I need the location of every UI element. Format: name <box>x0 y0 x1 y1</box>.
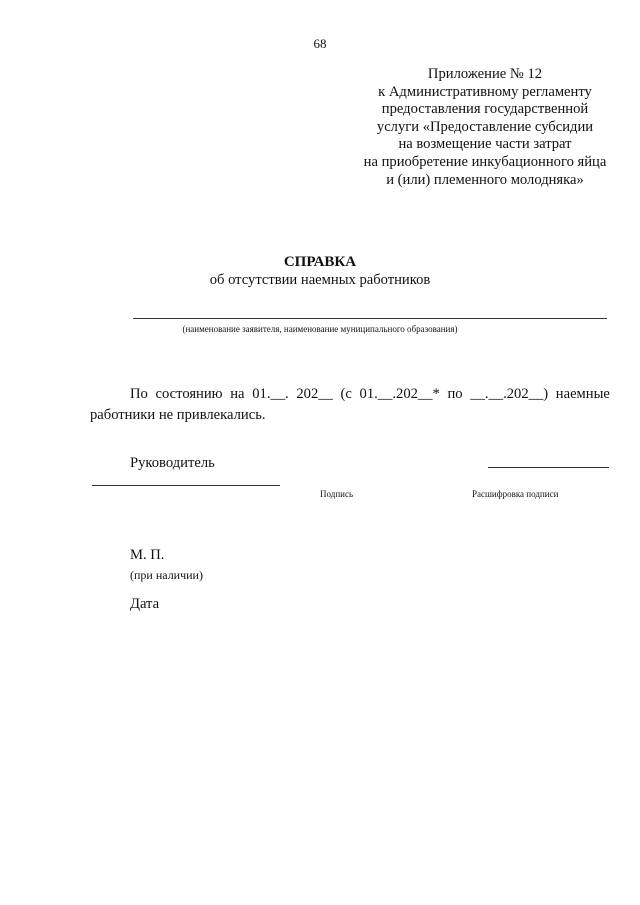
document-subtitle: об отсутствии наемных работников <box>209 272 431 288</box>
statement-paragraph <box>90 384 610 426</box>
stamp-note: (при наличии) <box>130 568 203 582</box>
statement-word: __.__.202__) <box>470 386 549 402</box>
statement-line-1 <box>90 384 610 405</box>
statement-line-2: работники не привлекались. <box>90 407 266 423</box>
appendix-line: и (или) племенного молодняка» <box>386 171 584 188</box>
appendix-header <box>350 66 620 189</box>
appendix-line: предоставления государственной <box>381 101 589 118</box>
statement-word: 01.__.202__* <box>359 386 440 402</box>
position-line <box>92 485 280 486</box>
signature-decode-line <box>488 467 609 468</box>
statement-word: По <box>130 386 148 402</box>
stamp-label: М. П. <box>130 547 165 563</box>
statement-word: на <box>230 386 245 402</box>
statement-word: (с <box>340 386 352 402</box>
head-label: Руководитель <box>130 455 215 471</box>
statement-word: состоянию <box>155 386 223 402</box>
page-number: 68 <box>313 36 327 51</box>
statement-word: 01.__. <box>252 386 289 402</box>
date-label: Дата <box>130 596 160 612</box>
applicant-fill-line <box>133 318 607 319</box>
statement-word: 202__ <box>296 386 333 402</box>
statement-word: наемные <box>555 386 610 402</box>
appendix-line: Приложение № 12 <box>427 66 543 82</box>
appendix-line: услуги «Предоставление субсидии <box>376 118 594 135</box>
signature-caption: Подпись <box>320 489 354 499</box>
document-title: СПРАВКА <box>283 254 357 270</box>
statement-word: по <box>447 386 463 402</box>
signature-decode-caption: Расшифровка подписи <box>472 489 559 499</box>
appendix-line: к Административному регламенту <box>378 83 592 100</box>
applicant-caption: (наименование заявителя, наименование муниципального образования) <box>182 324 458 334</box>
appendix-line: на возмещение части затрат <box>398 136 572 153</box>
appendix-line: на приобретение инкубационного яйца <box>363 153 607 170</box>
